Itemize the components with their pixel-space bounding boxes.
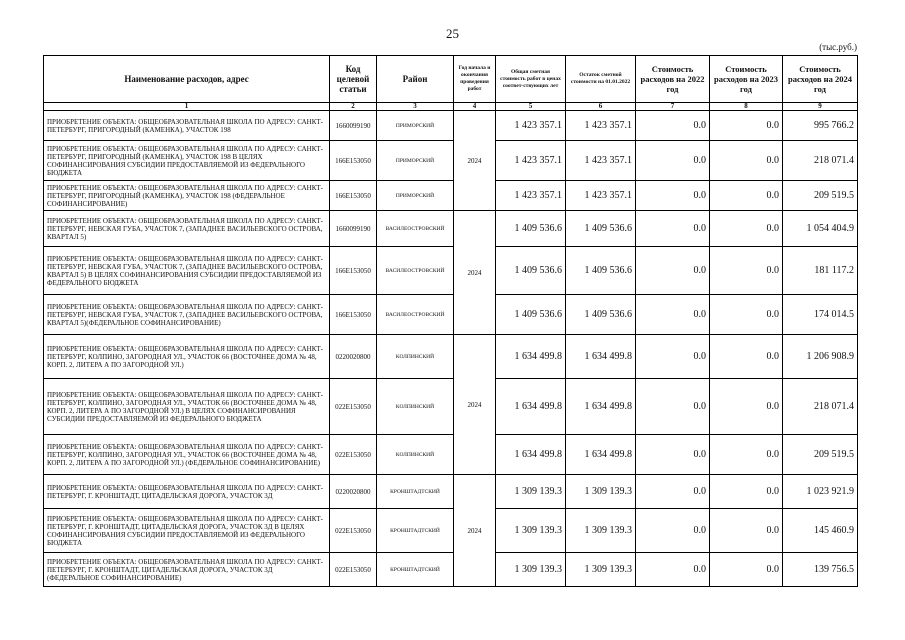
total-cost-cell: 1 634 499.8 (496, 435, 566, 475)
remainder-cell: 1 309 139.3 (566, 509, 636, 553)
col-number: 9 (783, 103, 858, 111)
remainder-cell: 1 409 536.6 (566, 211, 636, 247)
table-row (44, 335, 858, 379)
district-cell: ВАСИЛЕОСТРОВСКИЙ (377, 247, 454, 295)
col-number: 1 (44, 103, 330, 111)
total-cost-cell: 1 423 357.1 (496, 181, 566, 211)
district-cell: КРОНШТАДТСКИЙ (377, 553, 454, 587)
total-cost-cell: 1 409 536.6 (496, 295, 566, 335)
total-cost-cell: 1 309 139.3 (496, 509, 566, 553)
table-row (44, 141, 858, 181)
expense-name-cell: ПРИОБРЕТЕНИЕ ОБЪЕКТА: ОБЩЕОБРАЗОВАТЕЛЬНАЯ ШКОЛА ПО АДРЕСУ: САНКТ-ПЕТЕРБУРГ, КОЛПИНО, ЗАГОРОДНАЯ УЛ., УЧАСТОК 66 (ВОСТОЧНЕЕ ДОМА № 48, КОРП. 2, ЛИТЕРА А ПО ЗАГОРОДНОЙ УЛ.) (ФЕДЕРАЛЬНОЕ СОФИНАНСИРОВАНИЕ) (44, 435, 330, 475)
total-cost-cell: 1 409 536.6 (496, 211, 566, 247)
col-number: 7 (636, 103, 710, 111)
cost-2023-cell: 0.0 (710, 247, 783, 295)
cost-2024-cell: 139 756.5 (783, 553, 858, 587)
district-cell: ПРИМОРСКИЙ (377, 181, 454, 211)
col-number: 5 (496, 103, 566, 111)
expense-name-cell: ПРИОБРЕТЕНИЕ ОБЪЕКТА: ОБЩЕОБРАЗОВАТЕЛЬНАЯ ШКОЛА ПО АДРЕСУ: САНКТ-ПЕТЕРБУРГ, НЕВСКАЯ ГУБА, УЧАСТОК 7, (ЗАПАДНЕЕ ВАСИЛЬЕВСКОГО ОСТРОВА, КВАРТАЛ 5) В ЦЕЛЯХ СОФИНАНСИРОВАНИЯ СУБСИДИИ ПРЕДОСТАВЛЯЕМОЙ ИЗ ФЕДЕРАЛЬНОГО БЮДЖЕТА (44, 247, 330, 295)
district-cell: КОЛПИНСКИЙ (377, 435, 454, 475)
cost-2023-cell: 0.0 (710, 111, 783, 141)
total-cost-cell: 1 634 499.8 (496, 335, 566, 379)
remainder-cell: 1 634 499.8 (566, 435, 636, 475)
target-code-cell: 166E153050 (330, 181, 377, 211)
expense-name-cell: ПРИОБРЕТЕНИЕ ОБЪЕКТА: ОБЩЕОБРАЗОВАТЕЛЬНАЯ ШКОЛА ПО АДРЕСУ: САНКТ-ПЕТЕРБУРГ, НЕВСКАЯ ГУБА, УЧАСТОК 7, (ЗАПАДНЕЕ ВАСИЛЬЕВСКОГО ОСТРОВА, КВАРТАЛ 5)(ФЕДЕРАЛЬНОЕ СОФИНАНСИРОВАНИЕ) (44, 295, 330, 335)
table-row (44, 247, 858, 295)
units-label: (тыс.руб.) (819, 42, 857, 52)
expense-name-cell: ПРИОБРЕТЕНИЕ ОБЪЕКТА: ОБЩЕОБРАЗОВАТЕЛЬНАЯ ШКОЛА ПО АДРЕСУ: САНКТ-ПЕТЕРБУРГ, НЕВСКАЯ ГУБА, УЧАСТОК 7, (ЗАПАДНЕЕ ВАСИЛЬЕВСКОГО ОСТРОВА, КВАРТАЛ 5) (44, 211, 330, 247)
remainder-cell: 1 309 139.3 (566, 553, 636, 587)
cost-2024-cell: 209 519.5 (783, 181, 858, 211)
cost-2023-cell: 0.0 (710, 335, 783, 379)
col-header-name: Наименование расходов, адрес (44, 56, 330, 103)
total-cost-cell: 1 309 139.3 (496, 475, 566, 509)
target-code-cell: 1660099190 (330, 211, 377, 247)
table-row (44, 379, 858, 435)
period-cell: 2024 (454, 111, 496, 211)
col-number: 4 (454, 103, 496, 111)
col-number: 2 (330, 103, 377, 111)
col-header-code: Код целевой статьи (330, 56, 377, 103)
table-row (44, 181, 858, 211)
col-number: 8 (710, 103, 783, 111)
district-cell: КОЛПИНСКИЙ (377, 335, 454, 379)
remainder-cell: 1 409 536.6 (566, 295, 636, 335)
column-number-row (44, 103, 858, 111)
col-number: 6 (566, 103, 636, 111)
table-row (44, 509, 858, 553)
table-row (44, 435, 858, 475)
district-cell: КОЛПИНСКИЙ (377, 379, 454, 435)
cost-2023-cell: 0.0 (710, 509, 783, 553)
expense-name-cell: ПРИОБРЕТЕНИЕ ОБЪЕКТА: ОБЩЕОБРАЗОВАТЕЛЬНАЯ ШКОЛА ПО АДРЕСУ: САНКТ-ПЕТЕРБУРГ, КОЛПИНО, ЗАГОРОДНАЯ УЛ., УЧАСТОК 66 (ВОСТОЧНЕЕ ДОМА № 48, КОРП. 2, ЛИТЕРА А ПО ЗАГОРОДНОЙ УЛ.) (44, 335, 330, 379)
district-cell: КРОНШТАДТСКИЙ (377, 509, 454, 553)
remainder-cell: 1 634 499.8 (566, 335, 636, 379)
remainder-cell: 1 634 499.8 (566, 379, 636, 435)
cost-2024-cell: 1 023 921.9 (783, 475, 858, 509)
remainder-cell: 1 409 536.6 (566, 247, 636, 295)
cost-2023-cell: 0.0 (710, 295, 783, 335)
cost-2022-cell: 0.0 (636, 247, 710, 295)
target-code-cell: 022E153050 (330, 553, 377, 587)
cost-2022-cell: 0.0 (636, 435, 710, 475)
cost-2023-cell: 0.0 (710, 379, 783, 435)
target-code-cell: 0220020800 (330, 475, 377, 509)
col-header-total-cost: Общая сметная стоимость работ в ценах соответ-ствующих лет (496, 56, 566, 103)
period-cell: 2024 (454, 211, 496, 335)
target-code-cell: 022E153050 (330, 435, 377, 475)
target-code-cell: 166E153050 (330, 141, 377, 181)
expense-name-cell: ПРИОБРЕТЕНИЕ ОБЪЕКТА: ОБЩЕОБРАЗОВАТЕЛЬНАЯ ШКОЛА ПО АДРЕСУ: САНКТ-ПЕТЕРБУРГ, Г. КРОНШТАДТ, ЦИТАДЕЛЬСКАЯ ДОРОГА, УЧАСТОК 3Д (ФЕДЕРАЛЬНОЕ СОФИНАНСИРОВАНИЕ) (44, 553, 330, 587)
target-code-cell: 022E153050 (330, 509, 377, 553)
target-code-cell: 166E153050 (330, 295, 377, 335)
cost-2023-cell: 0.0 (710, 211, 783, 247)
cost-2024-cell: 1 054 404.9 (783, 211, 858, 247)
cost-2022-cell: 0.0 (636, 379, 710, 435)
col-header-period: Год начала и окончания проведения работ (454, 56, 496, 103)
cost-2024-cell: 218 071.4 (783, 379, 858, 435)
col-header-2022: Стоимость расходов на 2022 год (636, 56, 710, 103)
col-header-district: Район (377, 56, 454, 103)
cost-2022-cell: 0.0 (636, 335, 710, 379)
cost-2022-cell: 0.0 (636, 553, 710, 587)
cost-2022-cell: 0.0 (636, 475, 710, 509)
col-header-2023: Стоимость расходов на 2023 год (710, 56, 783, 103)
expense-name-cell: ПРИОБРЕТЕНИЕ ОБЪЕКТА: ОБЩЕОБРАЗОВАТЕЛЬНАЯ ШКОЛА ПО АДРЕСУ: САНКТ-ПЕТЕРБУРГ, Г. КРОНШТАДТ, ЦИТАДЕЛЬСКАЯ ДОРОГА, УЧАСТОК 3Д (44, 475, 330, 509)
target-code-cell: 0220020800 (330, 335, 377, 379)
target-code-cell: 1660099190 (330, 111, 377, 141)
district-cell: КРОНШТАДТСКИЙ (377, 475, 454, 509)
budget-table (43, 55, 858, 587)
total-cost-cell: 1 423 357.1 (496, 141, 566, 181)
period-cell: 2024 (454, 475, 496, 587)
cost-2024-cell: 209 519.5 (783, 435, 858, 475)
cost-2023-cell: 0.0 (710, 181, 783, 211)
total-cost-cell: 1 409 536.6 (496, 247, 566, 295)
cost-2024-cell: 181 117.2 (783, 247, 858, 295)
target-code-cell: 022E153050 (330, 379, 377, 435)
cost-2022-cell: 0.0 (636, 141, 710, 181)
remainder-cell: 1 309 139.3 (566, 475, 636, 509)
district-cell: ПРИМОРСКИЙ (377, 141, 454, 181)
expense-name-cell: ПРИОБРЕТЕНИЕ ОБЪЕКТА: ОБЩЕОБРАЗОВАТЕЛЬНАЯ ШКОЛА ПО АДРЕСУ: САНКТ-ПЕТЕРБУРГ, ПРИГОРОДНЫЙ (КАМЕНКА), УЧАСТОК 198 В ЦЕЛЯХ СОФИНАНСИРОВАНИЯ СУБСИДИИ ПРЕДОСТАВЛЯЕМОЙ ИЗ ФЕДЕРАЛЬНОГО БЮДЖЕТА (44, 141, 330, 181)
col-header-2024: Стоимость расходов на 2024 год (783, 56, 858, 103)
expense-name-cell: ПРИОБРЕТЕНИЕ ОБЪЕКТА: ОБЩЕОБРАЗОВАТЕЛЬНАЯ ШКОЛА ПО АДРЕСУ: САНКТ-ПЕТЕРБУРГ, ПРИГОРОДНЫЙ (КАМЕНКА), УЧАСТОК 198 (ФЕДЕРАЛЬНОЕ СОФИНАНСИРОВАНИЕ) (44, 181, 330, 211)
cost-2022-cell: 0.0 (636, 111, 710, 141)
page-number: 25 (446, 26, 459, 41)
cost-2024-cell: 218 071.4 (783, 141, 858, 181)
remainder-cell: 1 423 357.1 (566, 181, 636, 211)
cost-2024-cell: 174 014.5 (783, 295, 858, 335)
cost-2024-cell: 145 460.9 (783, 509, 858, 553)
cost-2022-cell: 0.0 (636, 509, 710, 553)
expense-name-cell: ПРИОБРЕТЕНИЕ ОБЪЕКТА: ОБЩЕОБРАЗОВАТЕЛЬНАЯ ШКОЛА ПО АДРЕСУ: САНКТ-ПЕТЕРБУРГ, КОЛПИНО, ЗАГОРОДНАЯ УЛ., УЧАСТОК 66 (ВОСТОЧНЕЕ ДОМА № 48, КОРП. 2, ЛИТЕРА А ПО ЗАГОРОДНОЙ УЛ.) В ЦЕЛЯХ СОФИНАНСИРОВАНИЯ СУБСИДИИ ПРЕДОСТАВЛЯЕМОЙ ИЗ ФЕДЕРАЛЬНОГО БЮДЖЕТА (44, 379, 330, 435)
cost-2023-cell: 0.0 (710, 553, 783, 587)
period-cell: 2024 (454, 335, 496, 475)
table-row (44, 111, 858, 141)
total-cost-cell: 1 309 139.3 (496, 553, 566, 587)
table-row (44, 553, 858, 587)
district-cell: ВАСИЛЕОСТРОВСКИЙ (377, 211, 454, 247)
total-cost-cell: 1 634 499.8 (496, 379, 566, 435)
remainder-cell: 1 423 357.1 (566, 141, 636, 181)
remainder-cell: 1 423 357.1 (566, 111, 636, 141)
header-row (44, 56, 858, 103)
district-cell: ПРИМОРСКИЙ (377, 111, 454, 141)
cost-2023-cell: 0.0 (710, 475, 783, 509)
total-cost-cell: 1 423 357.1 (496, 111, 566, 141)
cost-2023-cell: 0.0 (710, 141, 783, 181)
cost-2024-cell: 995 766.2 (783, 111, 858, 141)
table-row (44, 475, 858, 509)
cost-2023-cell: 0.0 (710, 435, 783, 475)
table-body (44, 111, 858, 587)
district-cell: ВАСИЛЕОСТРОВСКИЙ (377, 295, 454, 335)
expense-name-cell: ПРИОБРЕТЕНИЕ ОБЪЕКТА: ОБЩЕОБРАЗОВАТЕЛЬНАЯ ШКОЛА ПО АДРЕСУ: САНКТ-ПЕТЕРБУРГ, ПРИГОРОДНЫЙ (КАМЕНКА), УЧАСТОК 198 (44, 111, 330, 141)
target-code-cell: 166E153050 (330, 247, 377, 295)
table-row (44, 295, 858, 335)
col-header-remainder: Остаток сметной стоимости на 01.01.2022 (566, 56, 636, 103)
cost-2022-cell: 0.0 (636, 295, 710, 335)
cost-2024-cell: 1 206 908.9 (783, 335, 858, 379)
cost-2022-cell: 0.0 (636, 211, 710, 247)
table-row (44, 211, 858, 247)
cost-2022-cell: 0.0 (636, 181, 710, 211)
col-number: 3 (377, 103, 454, 111)
expense-name-cell: ПРИОБРЕТЕНИЕ ОБЪЕКТА: ОБЩЕОБРАЗОВАТЕЛЬНАЯ ШКОЛА ПО АДРЕСУ: САНКТ-ПЕТЕРБУРГ, Г. КРОНШТАДТ, ЦИТАДЕЛЬСКАЯ ДОРОГА, УЧАСТОК 3Д В ЦЕЛЯХ СОФИНАНСИРОВАНИЯ СУБСИДИИ ПРЕДОСТАВЛЯЕМОЙ ИЗ ФЕДЕРАЛЬНОГО БЮДЖЕТА (44, 509, 330, 553)
